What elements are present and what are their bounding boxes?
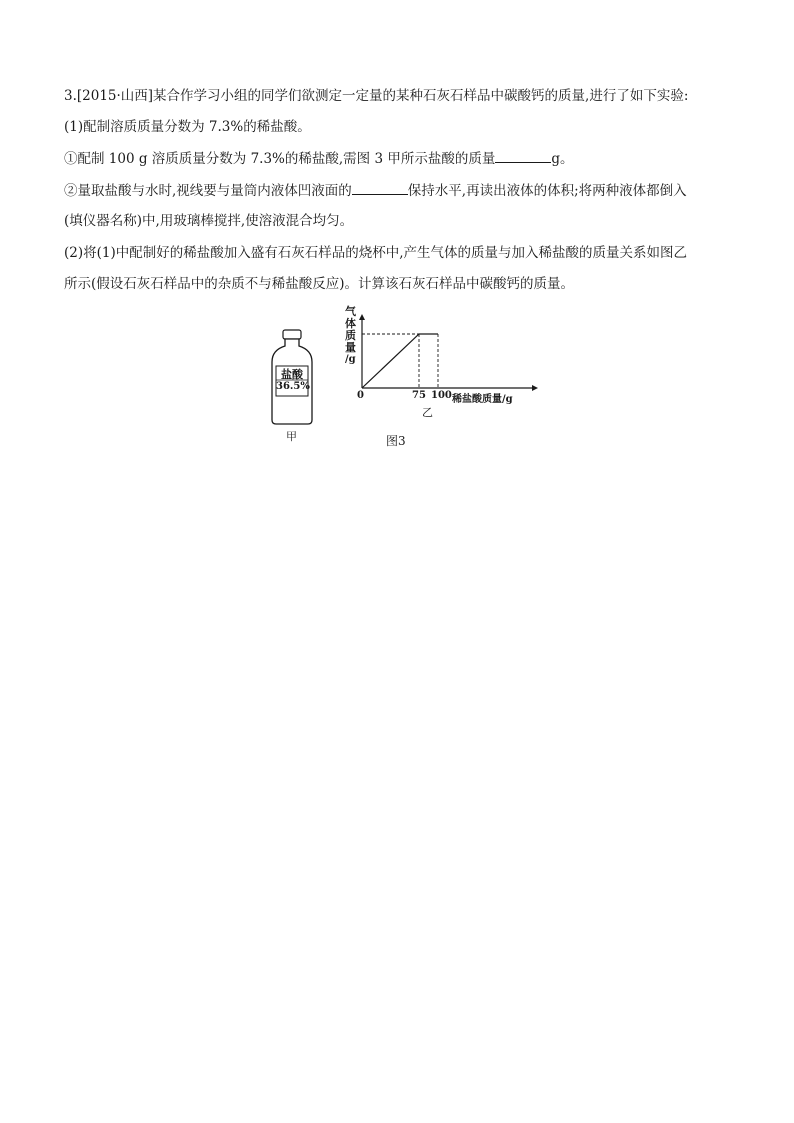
caption-jia: 甲 bbox=[286, 430, 297, 443]
y-label-char: 气 bbox=[345, 305, 356, 318]
question-step-2 bbox=[64, 180, 687, 201]
x-axis-label: 稀盐酸质量/g bbox=[452, 394, 513, 405]
step-1-unit: g。 bbox=[551, 151, 574, 167]
x-tick-75: 75 bbox=[412, 390, 426, 401]
step-2-text-a: ②量取盐酸与水时,视线要与量筒内液体凹液面的 bbox=[64, 183, 352, 199]
step-2-text-b: 保持水平,再读出液体的体积;将两种液体都倒入 bbox=[407, 183, 687, 199]
y-axis-arrow bbox=[359, 314, 365, 320]
answer-blank-position[interactable] bbox=[352, 180, 408, 195]
bottle-label-name: 盐酸 bbox=[281, 368, 303, 381]
question-step-1 bbox=[64, 148, 574, 169]
x-axis-arrow bbox=[532, 385, 538, 391]
question-line-1: 3.[2015·山西]某合作学习小组的同学们欲测定一定量的某种石灰石样品中碳酸钙的质量,进行了如下实验: bbox=[64, 88, 689, 104]
y-label-unit: /g bbox=[345, 354, 356, 365]
step-1-text: ①配制 100 g 溶质质量分数为 7.3%的稀盐酸,需图 3 甲所示盐酸的质量 bbox=[64, 151, 496, 167]
series-line bbox=[362, 334, 438, 388]
question-part-1: (1)配制溶质质量分数为 7.3%的稀盐酸。 bbox=[64, 119, 311, 135]
x-tick-100: 100 bbox=[431, 390, 452, 401]
y-label-char: 质 bbox=[345, 329, 356, 342]
figure-caption: 图3 bbox=[386, 434, 406, 448]
caption-yi: 乙 bbox=[422, 406, 433, 419]
bottle-label-concentration: 36.5% bbox=[276, 381, 310, 392]
y-label-char: 量 bbox=[345, 341, 356, 354]
y-axis-label bbox=[345, 306, 357, 366]
question-part-2-cont: 所示(假设石灰石样品中的杂质不与稀盐酸反应)。计算该石灰石样品中碳酸钙的质量。 bbox=[64, 276, 575, 292]
question-step-2-cont: (填仪器名称)中,用玻璃棒搅拌,使溶液混合均匀。 bbox=[64, 213, 354, 229]
y-label-char: 体 bbox=[345, 317, 356, 330]
answer-blank-mass[interactable] bbox=[495, 148, 551, 163]
question-part-2: (2)将(1)中配制好的稀盐酸加入盛有石灰石样品的烧杯中,产生气体的质量与加入稀盐酸的质量关系如图乙 bbox=[64, 245, 688, 261]
origin-label: 0 bbox=[357, 390, 364, 401]
